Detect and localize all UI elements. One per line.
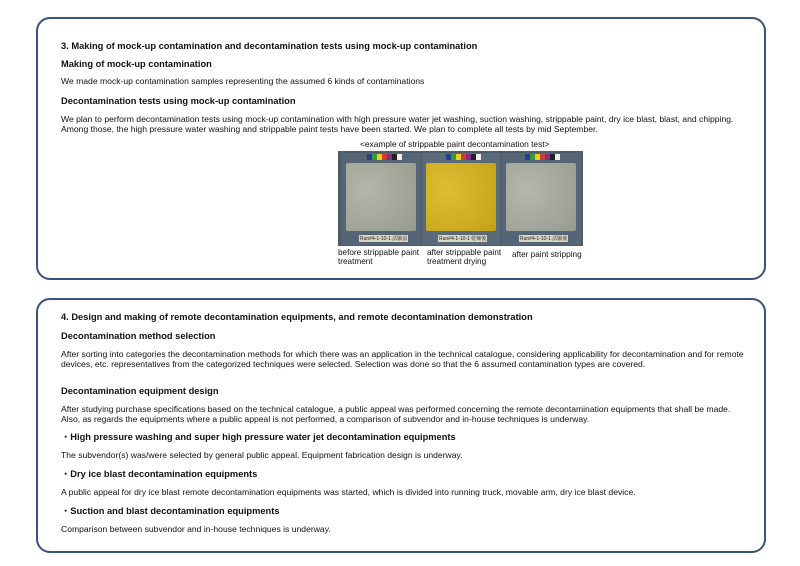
section-4-sub1-body bbox=[61, 350, 744, 369]
section-4-sub1 bbox=[61, 330, 744, 342]
photo-after-drying bbox=[422, 153, 500, 245]
equipment-design-title: Decontamination equipment design bbox=[61, 386, 219, 396]
method-selection-title: Decontamination method selection bbox=[61, 331, 216, 341]
item-text: The subvendor(s) was/were selected by general public appeal. Equipment fabrication design is underway. bbox=[61, 450, 463, 460]
sample-plate-before bbox=[346, 163, 416, 231]
section-4-panel bbox=[36, 298, 766, 553]
item-3 bbox=[61, 505, 744, 517]
section-3-heading: 3. Making of mock-up contamination and decontamination tests using mock-up contamination bbox=[61, 41, 478, 51]
section-4-sub2-body bbox=[61, 405, 744, 424]
equipment-design-text: After studying purchase specifications based on the technical catalogue, a public appeal was performed concerning the remote decontamination equipments that shall be made. Also, as regards the equipments where a public appeal is not performed, a comparison of subvendor and in-house techniques is underway. bbox=[61, 404, 731, 424]
color-swatch bbox=[446, 154, 481, 160]
section-3-panel bbox=[36, 17, 766, 280]
photo-tag: Run#4-1-10-1 試験後 bbox=[520, 236, 568, 242]
sample-plate-painted bbox=[426, 163, 496, 231]
item-title: ・High pressure washing and super high pressure water jet decontamination equipments bbox=[61, 432, 456, 442]
photo-caption-before: before strippable paint treatment bbox=[338, 248, 420, 267]
section-3-sub2-body bbox=[61, 115, 744, 134]
decon-tests-title: Decontamination tests using mock-up contamination bbox=[61, 96, 296, 106]
item-3-body bbox=[61, 525, 744, 535]
section-4-sub2 bbox=[61, 385, 744, 397]
section-4-head bbox=[61, 311, 744, 323]
item-2-body bbox=[61, 488, 744, 498]
color-swatch bbox=[525, 154, 560, 160]
section-3-sub1 bbox=[61, 58, 744, 70]
photo-caption-stripping: after paint stripping bbox=[512, 250, 582, 259]
decon-tests-text: We plan to perform decontamination tests using mock-up contamination with high pressure water jet washing, suction washing, strippable paint, dry ice blast, blast, and chipping. Among those, the high pressure water washing and strippable paint tests have been started. We plan to complete all tests by mid September. bbox=[61, 114, 734, 134]
section-3-sub2 bbox=[61, 95, 744, 107]
photo-after-stripping bbox=[501, 153, 581, 245]
item-title: ・Dry ice blast decontamination equipments bbox=[61, 469, 258, 479]
figure-caption: <example of strippable paint decontamination test> bbox=[360, 139, 550, 149]
item-text: A public appeal for dry ice blast remote decontamination equipments was started, which is divided into running truck, movable arm, dry ice blast device. bbox=[61, 487, 636, 497]
color-swatch bbox=[367, 154, 402, 160]
photo-strip bbox=[338, 151, 583, 246]
mockup-text: We made mock-up contamination samples representing the assumed 6 kinds of contaminations bbox=[61, 76, 425, 86]
photo-caption-drying: after strippable paint treatment drying bbox=[427, 248, 502, 267]
item-1 bbox=[61, 431, 744, 443]
photo-tag: Run#4-1-10-1 乾燥後 bbox=[439, 236, 487, 242]
photo-before bbox=[341, 153, 421, 245]
section-4-heading: 4. Design and making of remote decontamination equipments, and remote decontamination demonstration bbox=[61, 312, 533, 322]
section-3-content bbox=[61, 40, 744, 52]
mockup-title: Making of mock-up contamination bbox=[61, 59, 212, 69]
photo-tag: Run#4-1-10-1 試験前 bbox=[360, 236, 408, 242]
item-2 bbox=[61, 468, 744, 480]
item-text: Comparison between subvendor and in-house techniques is underway. bbox=[61, 524, 331, 534]
item-1-body bbox=[61, 451, 744, 461]
section-3-sub1-body bbox=[61, 77, 744, 87]
sample-plate-stripped bbox=[506, 163, 576, 231]
item-title: ・Suction and blast decontamination equipments bbox=[61, 506, 280, 516]
method-selection-text: After sorting into categories the decontamination methods for which there was an application in the technical catalogue, considering applicability for decontamination and for remote devices, etc. representatives from the categorized techniques were selected. Selection was done so that the 6 assumed contamination types are covered. bbox=[61, 349, 744, 369]
